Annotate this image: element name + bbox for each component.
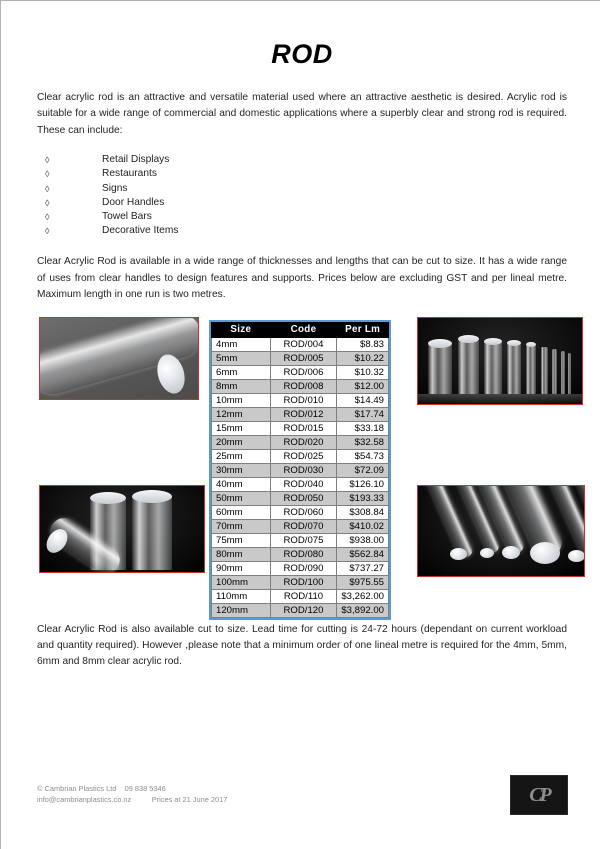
rod-shape: [568, 353, 571, 394]
table-row: [212, 435, 389, 449]
cell-price: $12.00: [337, 379, 389, 393]
document-content: [37, 1, 567, 671]
list-item-label: Towel Bars: [102, 211, 152, 223]
page-title: ROD: [271, 39, 333, 69]
cell-size: 70mm: [212, 519, 271, 533]
rod-end-cap: [507, 340, 521, 346]
cell-price: $562.84: [337, 547, 389, 561]
cell-code: ROD/075: [270, 533, 337, 547]
photo-background: [418, 486, 584, 576]
middle-paragraph: Clear Acrylic Rod is available in a wide range of thicknesses and lengths that can be cut to size. It has a wide range of uses from clear handles to design features and supports. Prices below are excluding GST and per lineal metre. Maximum length in one run is two metres.: [37, 256, 567, 301]
rod-shape: [507, 343, 521, 394]
table-row: [212, 561, 389, 575]
table-row: [212, 519, 389, 533]
list-item-label: Door Handles: [102, 196, 165, 208]
table-row: [212, 393, 389, 407]
cell-code: ROD/070: [270, 519, 337, 533]
list-item-label: Restaurants: [102, 168, 157, 180]
list-item: [37, 153, 567, 167]
diamond-bullet-icon: ◊: [45, 212, 50, 223]
cell-size: 8mm: [212, 379, 271, 393]
cell-price: $737.27: [337, 561, 389, 575]
cell-price: $17.74: [337, 407, 389, 421]
cell-size: 30mm: [212, 463, 271, 477]
rod-end-cap: [450, 548, 467, 560]
photo-background: [418, 318, 582, 404]
list-item-label: Retail Displays: [102, 154, 170, 166]
table-row: [212, 449, 389, 463]
cell-code: ROD/004: [270, 337, 337, 351]
rod-shape: [561, 351, 565, 394]
cell-price: $54.73: [337, 449, 389, 463]
table-row: [212, 477, 389, 491]
cell-code: ROD/060: [270, 505, 337, 519]
cell-size: 100mm: [212, 575, 271, 589]
cell-size: 90mm: [212, 561, 271, 575]
cell-price: $126.10: [337, 477, 389, 491]
photo-background: [40, 318, 198, 399]
rod-end-cap: [526, 342, 536, 347]
table-row: [212, 379, 389, 393]
cell-price: $308.84: [337, 505, 389, 519]
cell-code: ROD/080: [270, 547, 337, 561]
cell-size: 15mm: [212, 421, 271, 435]
list-item: [37, 167, 567, 181]
rod-shape: [428, 344, 452, 394]
cell-size: 12mm: [212, 407, 271, 421]
product-photo-cut-ends: [417, 485, 585, 577]
list-item-label: Decorative Items: [102, 225, 179, 237]
cell-price: $8.83: [337, 337, 389, 351]
rod-shape: [132, 496, 172, 570]
rod-shape: [552, 349, 557, 394]
cell-price: $14.49: [337, 393, 389, 407]
column-header-size: Size: [212, 322, 271, 337]
cell-code: ROD/006: [270, 365, 337, 379]
diamond-bullet-icon: ◊: [45, 226, 50, 237]
cell-code: ROD/025: [270, 449, 337, 463]
footer-line-email-date: info@cambrianplastics.co.nz Prices at 21 June 2017: [37, 795, 228, 805]
product-photo-graduated-rods: [417, 317, 583, 405]
cell-code: ROD/008: [270, 379, 337, 393]
products-and-pricing-block: [37, 317, 567, 616]
rod-end-cap: [484, 338, 502, 345]
cell-price: $3,262.00: [337, 589, 389, 603]
cell-code: ROD/015: [270, 421, 337, 435]
table-row: [212, 603, 389, 617]
cell-price: $10.32: [337, 365, 389, 379]
column-header-per-lm: Per Lm: [337, 322, 389, 337]
photo-reflection: [418, 394, 582, 405]
table-row: [212, 407, 389, 421]
cell-size: 110mm: [212, 589, 271, 603]
cell-size: 120mm: [212, 603, 271, 617]
photo-background: [40, 486, 204, 572]
intro-paragraph: Clear acrylic rod is an attractive and versatile material used where an attractive aesthetic is desired. Acrylic rod is suitable for a wide range of commercial and domestic applications where a superbly clear and strong rod is required. These can include:: [37, 92, 567, 136]
rod-shape: [458, 340, 479, 394]
cell-price: $33.18: [337, 421, 389, 435]
price-table: [211, 322, 389, 618]
list-item: [37, 210, 567, 224]
diamond-bullet-icon: ◊: [45, 183, 50, 194]
column-header-code: Code: [270, 322, 337, 337]
cell-code: ROD/090: [270, 561, 337, 575]
diamond-bullet-icon: ◊: [45, 155, 50, 166]
cell-size: 20mm: [212, 435, 271, 449]
footer-contact-info: [37, 783, 567, 806]
cell-price: $410.02: [337, 519, 389, 533]
cell-code: ROD/012: [270, 407, 337, 421]
cell-size: 60mm: [212, 505, 271, 519]
table-row: [212, 337, 389, 351]
cell-code: ROD/040: [270, 477, 337, 491]
table-row: [212, 365, 389, 379]
page-footer: [37, 783, 567, 806]
cell-code: ROD/030: [270, 463, 337, 477]
table-header-row: [212, 322, 389, 337]
diamond-bullet-icon: ◊: [45, 169, 50, 180]
rod-end-cap: [502, 546, 520, 559]
rod-end-cap: [132, 490, 172, 503]
table-row: [212, 463, 389, 477]
rod-end-cap: [530, 542, 560, 564]
cell-price: $975.55: [337, 575, 389, 589]
rod-end-cap: [568, 550, 585, 562]
table-row: [212, 505, 389, 519]
product-photo-thick-rods: [39, 485, 205, 573]
cell-price: $10.22: [337, 351, 389, 365]
cell-code: ROD/120: [270, 603, 337, 617]
cell-price: $72.09: [337, 463, 389, 477]
logo-monogram: CP: [529, 784, 549, 806]
list-item-label: Signs: [102, 182, 128, 194]
cell-size: 4mm: [212, 337, 271, 351]
bottom-paragraph: Clear Acrylic Rod is also available cut to size. Lead time for cutting is 24-72 hours (dependant on current workload and quantity required). However ,please note that a minimum order of one lineal metre is required for the 4mm, 5mm, 6mm and 8mm clear acrylic rod.: [37, 623, 567, 668]
footer-line-company: © Cambrian Plastics Ltd 09 838 5346: [37, 784, 166, 793]
cell-price: $32.58: [337, 435, 389, 449]
price-table-body: [212, 337, 389, 617]
cell-size: 5mm: [212, 351, 271, 365]
rod-shape: [526, 345, 536, 394]
rod-shape: [484, 342, 502, 394]
cell-size: 40mm: [212, 477, 271, 491]
list-item: [37, 182, 567, 196]
cell-code: ROD/010: [270, 393, 337, 407]
rod-shape: [541, 347, 548, 394]
cell-size: 50mm: [212, 491, 271, 505]
cell-price: $3,892.00: [337, 603, 389, 617]
cell-price: $938.00: [337, 533, 389, 547]
cell-code: ROD/110: [270, 589, 337, 603]
price-table-container: [209, 320, 391, 620]
list-item: [37, 224, 567, 238]
list-item: [37, 196, 567, 210]
cell-price: $193.33: [337, 491, 389, 505]
product-photo-single-rod: [39, 317, 199, 400]
table-row: [212, 533, 389, 547]
table-row: [212, 491, 389, 505]
applications-list: [37, 139, 567, 238]
table-row: [212, 421, 389, 435]
cell-size: 10mm: [212, 393, 271, 407]
table-row: [212, 589, 389, 603]
rod-end-cap: [428, 339, 452, 348]
rod-end-cap: [480, 548, 494, 558]
cell-size: 25mm: [212, 449, 271, 463]
company-logo: [510, 775, 568, 815]
cell-size: 6mm: [212, 365, 271, 379]
cell-code: ROD/005: [270, 351, 337, 365]
diamond-bullet-icon: ◊: [45, 197, 50, 208]
cell-code: ROD/020: [270, 435, 337, 449]
cell-size: 75mm: [212, 533, 271, 547]
table-row: [212, 575, 389, 589]
cell-size: 80mm: [212, 547, 271, 561]
cell-code: ROD/100: [270, 575, 337, 589]
table-row: [212, 351, 389, 365]
cell-code: ROD/050: [270, 491, 337, 505]
rod-end-cap: [458, 335, 479, 343]
table-row: [212, 547, 389, 561]
rod-end-cap: [90, 492, 126, 504]
